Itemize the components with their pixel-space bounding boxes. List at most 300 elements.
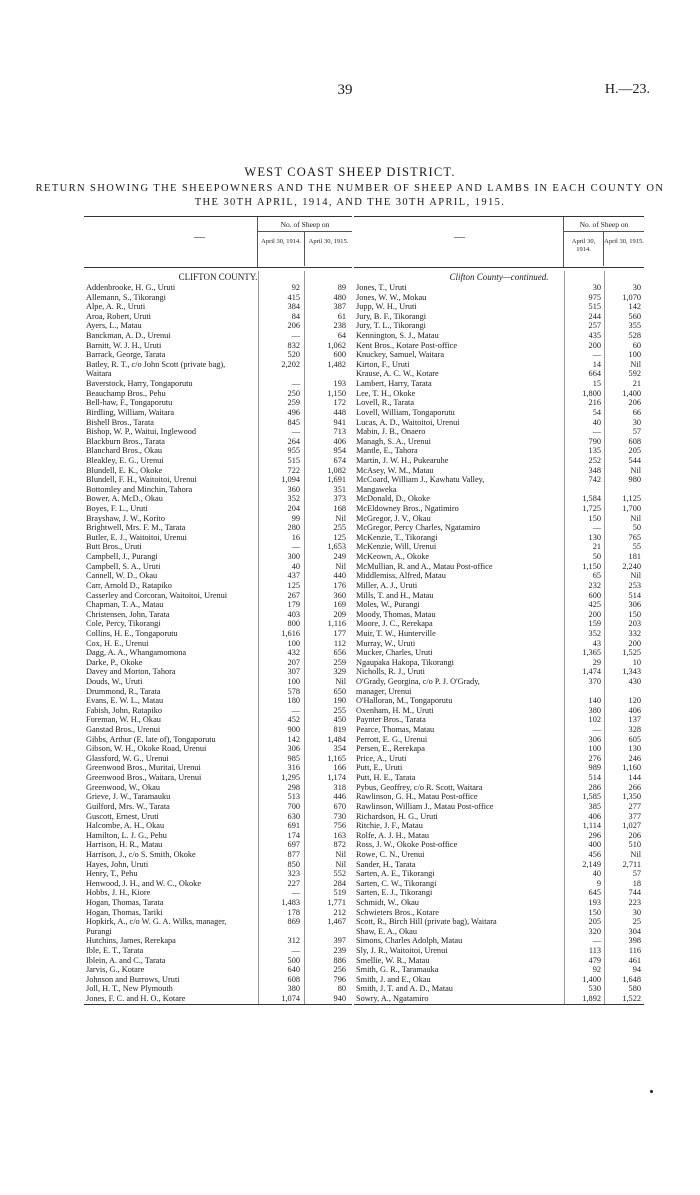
sheep-1914-value: 227: [287, 878, 300, 888]
document-subtitle-line-1: RETURN SHOWING THE SHEEPOWNERS AND THE NUMBER OF SHEEP AND LAMBS IN EACH COUNTY ON: [35, 183, 665, 194]
sheep-1914-value: 496: [287, 407, 300, 417]
sheep-1914-value: 257: [588, 321, 601, 331]
owner-name: Christensen, John, Tarata: [86, 609, 170, 619]
table-row: [84, 341, 352, 351]
sheep-1914-value: 320: [588, 926, 601, 936]
sheep-1914-value: 515: [588, 302, 601, 312]
table-row: [84, 302, 352, 312]
table-row: [84, 494, 352, 504]
table-row: [354, 514, 644, 524]
table-row: [84, 389, 352, 399]
owner-name: Lovell, William, Tongaporutu: [356, 407, 455, 417]
owner-name: Baverstock, Harry, Tongaporutu: [86, 379, 193, 389]
sheep-1914-value: 180: [287, 696, 300, 706]
owner-name: Allemann, S., Tikorangi: [86, 292, 166, 302]
owner-name: Persen, E., Rerekapa: [356, 744, 425, 754]
sheep-1915-value: 872: [333, 840, 346, 850]
sheep-1914-value: 1,585: [582, 792, 601, 802]
owner-name: Sarten, C. W., Tikorangi: [356, 878, 437, 888]
table-row: [354, 888, 644, 898]
sheep-1914-value: 832: [287, 340, 300, 350]
owner-name: Birdling, William, Waitara: [86, 407, 175, 417]
sheep-1915-value: 238: [333, 321, 346, 331]
table-row: [354, 341, 644, 351]
owner-name: Lucas, A. D., Waitoitoi, Urenui: [356, 417, 460, 427]
table-row: [84, 956, 352, 966]
table-row: [84, 667, 352, 677]
sheep-1914-value: 1,365: [582, 648, 601, 658]
owner-name: Beauchamp Bros., Pehu: [86, 388, 166, 398]
owner-name: Evans, E. W. L., Matau: [86, 696, 164, 706]
owner-name: Putt, H. E., Tarata: [356, 773, 416, 783]
owner-name: Moles, W., Purangi: [356, 600, 420, 610]
table-row: [84, 293, 352, 303]
owner-name: Kirton, F., Uruti: [356, 359, 410, 369]
sheep-1914-value: 989: [588, 763, 601, 773]
sheep-1914-value: 244: [588, 311, 601, 321]
table-row: [84, 850, 352, 860]
owner-name: Price, A., Uruti: [356, 753, 407, 763]
sheep-1915-value: 560: [628, 311, 641, 321]
sheep-1915-value: 249: [333, 552, 346, 562]
owner-name: Boyes, F. L., Uruti: [86, 504, 148, 514]
owner-name: Bell-haw, F., Tongaporutu: [86, 398, 173, 408]
sheep-1914-value: 40: [592, 417, 601, 427]
sheep-1915-value: 656: [333, 648, 346, 658]
table-row: [84, 331, 352, 341]
owner-name: Ible, E. T., Tarata: [86, 946, 144, 956]
sheep-1914-value: 845: [287, 417, 300, 427]
sheep-1915-value: 954: [333, 446, 346, 456]
table-row: [354, 331, 644, 341]
table-row: [84, 792, 352, 802]
table-row: [84, 398, 352, 408]
owner-name: Davey and Morton, Tahora: [86, 667, 176, 677]
table-row: [354, 869, 644, 879]
sheep-1915-value: 125: [333, 532, 346, 542]
owner-name: Shaw, E. A., Okau: [356, 926, 417, 936]
table-row: [354, 667, 644, 677]
table-row: [354, 456, 644, 466]
owner-name: Ganstad Bros., Urenui: [86, 725, 161, 735]
sheep-1914-value: 514: [588, 773, 601, 783]
table-row: [354, 879, 644, 889]
owner-name: Cannell, W. D., Okau: [86, 571, 158, 581]
table-row: [84, 446, 352, 456]
owner-name: Collins, H. E., Tongaporutu: [86, 628, 178, 638]
table-row: [354, 350, 644, 360]
table-row: [354, 466, 644, 476]
sheep-1915-value: 193: [333, 379, 346, 389]
sheep-1915-value: 332: [628, 628, 641, 638]
owner-name: Mabin, J. B., Onaero: [356, 427, 426, 437]
sheep-1914-value: 267: [287, 590, 300, 600]
table-row: [354, 504, 644, 514]
table-row: [354, 523, 644, 533]
sheep-1915-value: Nil: [335, 859, 346, 869]
table-row: [354, 562, 644, 572]
owner-name: Blackburn Bros., Tarata: [86, 436, 165, 446]
sheep-1915-value: 176: [333, 580, 346, 590]
sheep-1914-value: 877: [287, 849, 300, 859]
table-row: [84, 812, 352, 822]
sheep-1915-value: 713: [333, 427, 346, 437]
owner-name: Ngaupaka Hakopa, Tikorangi: [356, 657, 454, 667]
sheep-1915-value: 172: [333, 398, 346, 408]
owner-name: McGregor, Percy Charles, Ngatamiro: [356, 523, 481, 533]
sheep-1914-value: 691: [287, 821, 300, 831]
owner-name: Lambert, Harry, Tarata: [356, 379, 432, 389]
table-row: [354, 994, 644, 1004]
owner-name: Hogan, Thomas, Tariki: [86, 907, 163, 917]
sheep-1914-value: 100: [588, 744, 601, 754]
sheep-1915-value: 608: [628, 436, 641, 446]
sheep-1915-value: 1,522: [622, 994, 641, 1004]
table-row: [84, 648, 352, 658]
sheep-1914-value: 306: [588, 734, 601, 744]
sheep-1915-value: 306: [628, 600, 641, 610]
table-row: [354, 533, 644, 543]
table-row: [84, 715, 352, 725]
sheep-1915-value: 177: [333, 628, 346, 638]
sheep-1914-value: 174: [287, 830, 300, 840]
owner-name: Mills, T. and H., Matau: [356, 590, 434, 600]
table-row: [354, 696, 644, 706]
table-row: [354, 312, 644, 322]
table-row: [84, 639, 352, 649]
sheep-1914-value: 276: [588, 753, 601, 763]
sheep-1914-value: 530: [588, 984, 601, 994]
sheep-1915-value: 190: [333, 696, 346, 706]
owner-name: Paynter Bros., Tarata: [356, 715, 426, 725]
table-row: [84, 523, 352, 533]
sheep-1914-value: 159: [588, 619, 601, 629]
sheep-1915-value: 756: [333, 821, 346, 831]
table-row: [84, 475, 352, 485]
sheep-1915-value: 223: [628, 898, 641, 907]
table-row: [354, 639, 644, 649]
table-row: [84, 908, 352, 918]
table-row: [84, 533, 352, 543]
sheep-1915-value: 94: [632, 965, 641, 975]
sheep-1914-value: 800: [287, 619, 300, 629]
sheep-1915-value: 304: [628, 926, 641, 936]
sheep-1915-value: 461: [628, 955, 641, 965]
sheep-1915-value: 360: [333, 590, 346, 600]
table-row: [354, 763, 644, 773]
table-row: [354, 321, 644, 331]
sheep-1914-value: —: [291, 427, 300, 437]
sheep-1914-value: 515: [287, 455, 300, 465]
owner-name: Greenwood Bros., Waitara, Urenui: [86, 773, 202, 783]
owner-name: Henwood, J. H., and W. C., Okoke: [86, 878, 201, 888]
owner-name: Gibbs, Arthur (E. late of), Tongaporutu: [86, 734, 216, 744]
owner-name: Johnson and Burrows, Uruti: [86, 974, 180, 984]
sheep-1914-value: 113: [588, 946, 601, 956]
table-row: [84, 418, 352, 428]
sheep-1914-value: 102: [588, 715, 601, 725]
sheep-1914-value: 205: [588, 917, 601, 927]
owner-name: Oxenham, H. M., Uruti: [356, 705, 434, 715]
owner-name: manager, Urenui: [356, 686, 412, 696]
sheep-1914-value: 352: [287, 494, 300, 504]
table-row: [84, 466, 352, 476]
table-row: [354, 687, 644, 697]
table-row: [84, 984, 352, 994]
sheep-1915-value: 57: [632, 427, 641, 437]
sheep-1915-value: 100: [628, 350, 641, 360]
table-row: [84, 917, 352, 927]
sheep-1914-value: 200: [588, 609, 601, 619]
sheep-1914-value: 385: [588, 801, 601, 811]
owner-name: Ritchie, J. F., Matau: [356, 821, 423, 831]
sheep-1914-value: 360: [287, 484, 300, 494]
sheep-1914-value: 1,114: [582, 821, 601, 831]
owner-name: Greenwood, W., Okau: [86, 782, 160, 792]
owner-name: Jury, T. L., Tikorangi: [356, 321, 426, 331]
owner-name: Rawlinson, G. H., Matau Post-office: [356, 792, 478, 802]
table-row: [84, 312, 352, 322]
sheep-1914-value: 425: [588, 600, 601, 610]
owner-name: Jones, W. W., Mokau: [356, 292, 427, 302]
sheep-1915-value: 1,070: [622, 292, 641, 302]
owner-name: Guscott, Ernest, Uruti: [86, 811, 159, 821]
sheep-1914-value: 30: [592, 283, 601, 292]
sheep-1915-value: 674: [333, 455, 346, 465]
sheep-1914-value: 312: [287, 936, 300, 946]
owner-name: Nicholls, R. J., Uruti: [356, 667, 425, 677]
sheep-1914-value: 452: [287, 715, 300, 725]
owner-name: Lovell, R., Tarata: [356, 398, 415, 408]
sheep-1914-value: 500: [287, 955, 300, 965]
sheep-1914-value: 479: [588, 955, 601, 965]
table-row: [84, 456, 352, 466]
sheep-1915-value: 1,027: [622, 821, 641, 831]
owner-name: Mantle, E., Tahora: [356, 446, 418, 456]
sheep-1914-value: 900: [287, 725, 300, 735]
sheep-1915-value: 181: [628, 552, 641, 562]
sheep-1914-value: 99: [291, 513, 300, 523]
left-table-header: [84, 216, 352, 268]
owner-name: McKeown, A., Okoke: [356, 552, 430, 562]
sheep-1915-value: 205: [628, 446, 641, 456]
owner-name: Jarvis, G., Kotare: [86, 965, 145, 975]
owner-name: Perrott, E. G., Urenui: [356, 734, 428, 744]
sheep-1914-value: 742: [588, 475, 601, 485]
owner-name: Foreman, W. H., Okau: [86, 715, 161, 725]
owner-name: Putt, E., Uruti: [356, 763, 403, 773]
table-row: [84, 437, 352, 447]
table-row: [84, 283, 352, 293]
table-row: [354, 302, 644, 312]
sheep-1915-value: 940: [333, 994, 346, 1004]
owner-name: Drummond, R., Tarata: [86, 686, 161, 696]
sheep-1915-value: 744: [628, 888, 641, 898]
owner-name: Waitara: [86, 369, 112, 379]
sheep-1915-value: 448: [333, 407, 346, 417]
sheep-1914-value: 296: [588, 830, 601, 840]
table-row: [354, 293, 644, 303]
owner-name: Brayshaw, J. W., Korito: [86, 513, 165, 523]
owner-name: Butler, E. J., Waitoitoi, Urenui: [86, 532, 187, 542]
sheep-1915-value: 1,125: [622, 494, 641, 504]
sheep-1914-value: 1,892: [582, 994, 601, 1004]
sheep-1915-value: 318: [333, 782, 346, 792]
table-row: [84, 629, 352, 639]
sheep-1915-value: 406: [628, 705, 641, 715]
sheep-1914-value: 125: [287, 580, 300, 590]
sheep-1915-value: 57: [632, 869, 641, 879]
owner-name: Jones, T., Uruti: [356, 283, 407, 292]
table-row: [84, 946, 352, 956]
sheep-1915-value: Nil: [335, 561, 346, 571]
table-row: [354, 956, 644, 966]
sheep-1914-value: 1,616: [281, 628, 300, 638]
table-row: [354, 715, 644, 725]
owner-name: Grieve, J. W., Taramauku: [86, 792, 171, 802]
table-row: [354, 658, 644, 668]
table-row: [84, 802, 352, 812]
sheep-1914-value: 252: [588, 455, 601, 465]
owner-name: Sarten, E. J., Tikorangi: [356, 888, 433, 898]
owner-name: Middlemiss, Alfred, Matau: [356, 571, 446, 581]
owner-name: Barnitt, W. J. H., Uruti: [86, 340, 162, 350]
sheep-1914-value: 1,800: [582, 388, 601, 398]
sheep-1915-value: 284: [333, 878, 346, 888]
sheep-1914-value: 630: [287, 811, 300, 821]
table-row: [354, 677, 644, 687]
sheep-1914-value: 955: [287, 446, 300, 456]
sheep-1915-value: 377: [628, 811, 641, 821]
sheep-1914-value: 264: [287, 436, 300, 446]
sheep-1915-value: Nil: [335, 513, 346, 523]
sheep-1914-value: 100: [287, 676, 300, 686]
owner-name: Gibson, W. H., Okoke Road, Urenui: [86, 744, 207, 754]
sheep-1914-value: 150: [588, 907, 601, 917]
table-row: [354, 840, 644, 850]
owner-name: Purangi: [86, 926, 112, 936]
document-title: WEST COAST SHEEP DISTRICT.: [244, 165, 456, 179]
sheep-1915-value: Nil: [335, 849, 346, 859]
owner-name: Sowry, A., Ngatamiro: [356, 994, 429, 1004]
owner-name: Murray, W., Uruti: [356, 638, 416, 648]
sheep-1914-value: 40: [592, 869, 601, 879]
sheep-1915-value: 116: [628, 946, 641, 956]
table-row: [354, 581, 644, 591]
table-row: [354, 927, 644, 937]
sheep-1915-value: 600: [333, 350, 346, 360]
table-row: [354, 744, 644, 754]
sheep-1914-value: 400: [588, 840, 601, 850]
table-row: [354, 494, 644, 504]
sheep-1914-value: 2,202: [281, 359, 300, 369]
sheep-1915-value: 255: [333, 523, 346, 533]
sheep-1915-value: 592: [628, 369, 641, 379]
sheep-1914-value: 92: [291, 283, 300, 292]
sheep-1915-value: 277: [628, 801, 641, 811]
table-row: [84, 869, 352, 879]
sheep-1914-value: 14: [592, 359, 601, 369]
section-heading: Clifton County—continued.: [449, 272, 549, 282]
sheep-1914-value: 65: [592, 571, 601, 581]
sheep-1915-value: 206: [628, 830, 641, 840]
owner-name: Cole, Percy, Tikorangi: [86, 619, 161, 629]
sheep-1915-value: 430: [628, 676, 641, 686]
table-row: [354, 802, 644, 812]
sheep-1915-value: 200: [628, 638, 641, 648]
table-row: [354, 946, 644, 956]
table-row: [84, 658, 352, 668]
owner-name: Sander, H., Tarata: [356, 859, 416, 869]
owner-name: Pearce, Thomas, Matau: [356, 725, 435, 735]
sheep-1914-value: 280: [287, 523, 300, 533]
sheep-1914-value: —: [291, 705, 300, 715]
table-row: [354, 773, 644, 783]
owner-name: Campbell, J., Purangi: [86, 552, 158, 562]
sheep-1914-value: 1,400: [582, 974, 601, 984]
sheep-1914-value: 722: [287, 465, 300, 475]
owner-name: Knuckey, Samuel, Waitara: [356, 350, 445, 360]
sheep-1914-value: 92: [592, 965, 601, 975]
owner-name: Henry, T., Pehu: [86, 869, 138, 879]
sheep-1914-value: 179: [287, 600, 300, 610]
table-row: [84, 427, 352, 437]
table-row: [354, 571, 644, 581]
sheep-1915-value: 1,343: [622, 667, 641, 677]
sheep-1915-value: 373: [333, 494, 346, 504]
owner-name: McEldowney Bros., Ngatimiro: [356, 504, 459, 514]
sheep-1914-value: 1,295: [281, 773, 300, 783]
table-row: [84, 581, 352, 591]
sheep-1914-value: 415: [287, 292, 300, 302]
sheep-1914-value: —: [291, 379, 300, 389]
sheep-1914-value: —: [592, 350, 601, 360]
sheep-1915-value: 144: [628, 773, 641, 783]
table-row: [354, 783, 644, 793]
sheep-1914-value: 15: [592, 379, 601, 389]
sheep-1915-value: 580: [628, 984, 641, 994]
sheep-1914-value: 1,150: [582, 561, 601, 571]
owner-name: Rolfe, A. J. H., Matau: [356, 830, 430, 840]
table-row: [84, 369, 352, 379]
owner-name: Schwieters Bros., Kotare: [356, 907, 439, 917]
table-row: [354, 792, 644, 802]
sheep-1914-value: 142: [287, 734, 300, 744]
sheep-count-header: [257, 217, 352, 267]
sheep-1915-value: 1,174: [327, 773, 346, 783]
owner-name: Hutchins, James, Rerekapa: [86, 936, 176, 946]
table-row: [354, 600, 644, 610]
sheep-1915-value: 819: [333, 725, 346, 735]
sheep-1915-value: 1,700: [622, 504, 641, 514]
table-row: [354, 446, 644, 456]
owner-name: Scott, R., Birch Hill (private bag), Waitara: [356, 917, 497, 927]
table-row: [354, 369, 644, 379]
sheep-1914-value: 306: [287, 744, 300, 754]
sheep-1915-value: 150: [628, 609, 641, 619]
ink-mark: [650, 1090, 653, 1093]
section-heading: CLIFTON COUNTY.: [178, 272, 258, 282]
sheep-1915-value: 398: [628, 936, 641, 946]
sheep-1915-value: 1,062: [327, 340, 346, 350]
owner-name: Mangaweka: [356, 484, 397, 494]
owner-name: Campbell, S. A., Uruti: [86, 561, 161, 571]
sheep-1914-value: —: [592, 936, 601, 946]
sheep-1915-value: 480: [333, 292, 346, 302]
table-row: [84, 360, 352, 370]
owner-name: Dagg, A. A., Whangamomona: [86, 648, 187, 658]
owner-name: Martin, J. W. H., Pukearuhe: [356, 455, 449, 465]
